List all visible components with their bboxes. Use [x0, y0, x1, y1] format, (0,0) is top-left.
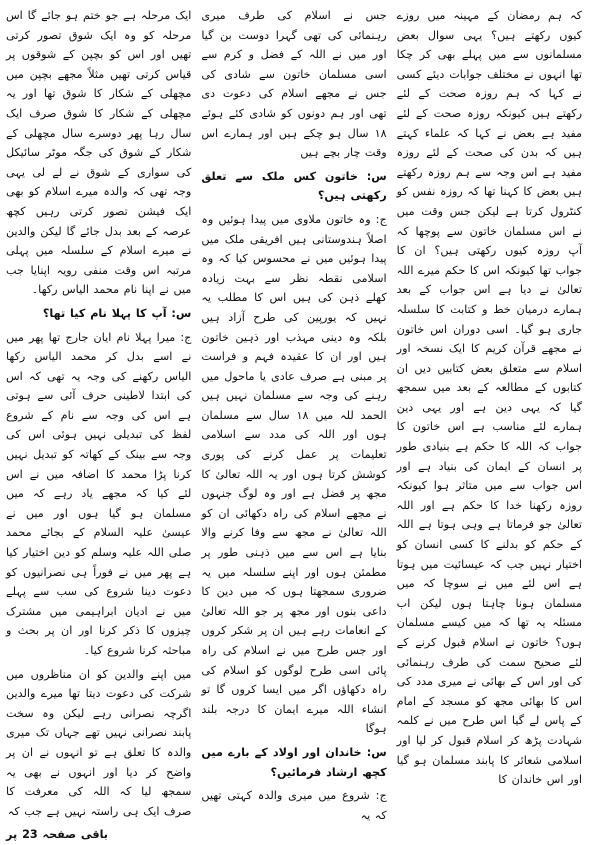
paragraph: میں اپنے والدین کو ان مناظروں میں شرکت کی دعوت دیتا تھا میرے والدین اگرچہ نصرانی رہے لیکن وہ سخت پابند نصرانی نہیں تھے جہاں تک میری والدہ کا تعلق ہے تو انہوں نے ان پر واضح کر دیا اور انہوں نے بھی یہ سمجھ لیا کہ اللہ کی معرفت کا صرف ایک ہی راستہ نہیں ہے جب کہ: [6, 667, 192, 818]
column-middle: [201, 6, 387, 822]
question: س: خاندان اور اولاد کے بارے میں کچھ ارشاد فرمائیں؟: [201, 745, 387, 779]
answer: ج: شروع میں میری والدہ کہتی تھیں کہ یہ: [201, 789, 387, 822]
question: س: آپ کا پہلا نام کیا تھا؟: [42, 306, 192, 320]
paragraph: ایک مرحلہ ہے جو ختم ہو جائے گا اس مرحلہ کو وہ ایک شوق تصور کرتی تھیں اور اس کو بچپن کے شوقوں پر قیاس کرتی تھیں مثلاً مجھے بچپن میں مچھلی کے شکار کا شوق تھا اور یہ مچھلی کے شکار کا شوق صرف ایک سال رہا پھر دوسرے سال مچھلی کے شکار کے شوق کی جگہ موٹر سائیکل کی سواری کے شوق نے لے لی یہی وجہ تھی کہ والدہ میرے اسلام کو بھی ایک فیشن تصور کرتی رہیں کچھ عرصہ کے بعد بدل جائے گا لیکن والدین نے میرے اسلام کے سلسلہ میں پہلی مرتبہ اس وقت منفی رویہ اپنایا جب میں نے اپنا نام محمد الیاس رکھا۔: [6, 9, 192, 297]
answer: ج: میرا پہلا نام ایان جارج تھا پھر میں نے اسے بدل کر محمد الیاس رکھا الیاس رکھنے کی وجہ یہ تھی کہ اس کی ابتدا لاطینی حرف آئی سے ہوتی ہے اس کی وجہ سے نام کے شروع لفظ کی تبدیلی نہیں ہوئی اس کی وجہ سے بینک کے کھاتہ کو تبدیل نہیں کرنا پڑا محمد کا اضافہ میں نے اس لئے کیا کہ مجھے یاد رہے کہ میں مسلمان ہو گیا ہوں اور میں نے عیسیٰ علیہ السلام کے بجائے محمد صلی اللہ علیہ وسلم کو دین اختیار کیا ہے پھر میں نے فوراً ہی نصرانیوں کو دعوت دینا شروع کی سب سے پہلے میں نے ادیان ابراہیمی میں مشترک چیزوں کا ذکر کرنا اور ان پر بحث و مباحثہ کرنا شروع کیا۔: [6, 330, 192, 657]
column-left: [6, 6, 192, 842]
paragraph: کہ ہم رمضان کے مہینہ میں روزے کیوں رکھتے ہیں؟ یہی سوال بعض مسلمانوں سے میں پہلے بھی کر چکا تھا انہوں نے مختلف جوابات دیئے کسی نے کہا کہ ہم روزہ صحت کے لئے رکھتے ہیں کیونکہ روزہ صحت کے لئے مفید ہے بعض نے کہا کہ علماء کہتے ہیں کہ بدن کی صحت کے لئے روزہ مفید ہے اس وجہ سے ہم روزہ رکھتے ہیں بعض کا کہنا تھا کہ روزہ نفس کو کنٹرول کرتا ہے لیکن جس وقت میں نے اس مسلمان خاتون سے پوچھا کہ آپ روزہ کیوں رکھتی ہیں؟ ان کا جواب تھا کیونکہ اس کا حکم میرے اللہ تعالیٰ نے دیا ہے اس جواب کے بعد ہمارے درمیان خط و کتابت کا سلسلہ جاری ہو گیا۔ اسی دوران اس خاتون نے مجھے قرآن کریم کا ایک نسخہ اور اسلام سے متعلق بعض کتابیں دیں ان کتابوں کے مطالعہ کے بعد میں سمجھ گیا کہ یہی دین ہے اور یہی دین ہمارے لئے مناسب ہے اس خاتون کا جواب کہ اللہ کا حکم ہے بنیادی طور پر انسان کے ایمان کی بنیاد ہے اور اس جواب سے میں متاثر ہوا کیونکہ روزہ رکھنا خدا کا حکم ہے اور اللہ تعالیٰ جو فرماتا ہے وہی ہوتا ہے اللہ کے حکم کو بدلنے کا کسی انسان کو اختیار نہیں جب کہ عیسائیت میں ہوتا ہے اس لئے میں نے سوچا کہ میں مسلمان ہونا چاہتا ہوں لیکن اب مسئلہ یہ تھا کہ میں کیسے مسلمان ہوں؟ خاتون نے اسلام قبول کرنے کے لئے صحیح سمت کی طرف رہنمائی کی اور اس کے بھائی نے میری مدد کی اس کا بھائی مجھ کو مسجد کے امام کے پاس لے گیا اس طرح میں نے کلمہ شہادت پڑھ کر اسلام قبول کر لیا اور اسلامی شعائر کا پابند مسلمان ہو گیا اور اس خاندان کا: [396, 9, 582, 787]
column-right: [396, 6, 582, 787]
paragraph: جس نے اسلام کی طرف میری رہنمائی کی تھی گہرا دوست بن گیا اور میں نے اللہ کے فضل و کرم سے اسی مسلمان خاتون سے شادی کی جس نے مجھے اسلام کی دعوت دی تھی اور ہم دونوں کو شادی کئے ہوئے ۱۸ سال ہو چکے ہیں اور ہمارے اس وقت چار بچے ہیں: [201, 9, 387, 160]
answer: ج: وہ خاتون ملاوی میں پیدا ہوئیں وہ اصلاً ہندوستانی ہیں افریقی ملک میں پیدا ہوئیں میں نے محسوس کیا کہ وہ اسلامی نقطہ نظر سے بہت زیادہ کھلے ذہن کی ہیں اس کا مطلب یہ نہیں کہ یورپین کی طرح آزاد ہیں بلکہ وہ دینی مہذب اور ذہین خاتون ہیں اور ان کا عقیدہ فہم و فراست پر مبنی ہے صرف عادی یا ماحول میں رہنے کی وجہ سے مسلمان نہیں ہیں الحمد للہ میں ۱۸ سال سے مسلمان ہوں اور اللہ کی مدد سے اسلامی تعلیمات پر عمل کرنے کی پوری کوشش کرتا ہوں اور یہ اللہ تعالیٰ کا مجھ پر فضل ہے اور وہ لوگ جنہوں نے مجھے اسلام کی راہ دکھائی ان کو اللہ تعالیٰ نے مجھ سے وفا کرنے والا بنایا ہے اس سے میں ذہنی طور پر مطمئن ہوں اور اپنے سلسلہ میں یہ ضروری سمجھتا ہوں کہ میں دین کا داعی بنوں اور مجھ پر جو اللہ تعالیٰ کے انعامات رہے ہیں ان پر شکر کروں اور جس طرح میں نے اسلام کی راہ پائی اسی طرح لوگوں کو اسلام کی راہ دکھاؤں اگر میں ایسا کروں گا تو انشاء اللہ میرے ایمان کا درجہ بلند ہوگا: [201, 212, 387, 736]
question: س: خاتون کس ملک سے تعلق رکھتی ہیں؟: [201, 169, 387, 203]
continuation-note: باقی صفحہ 23 پر: [6, 828, 108, 842]
